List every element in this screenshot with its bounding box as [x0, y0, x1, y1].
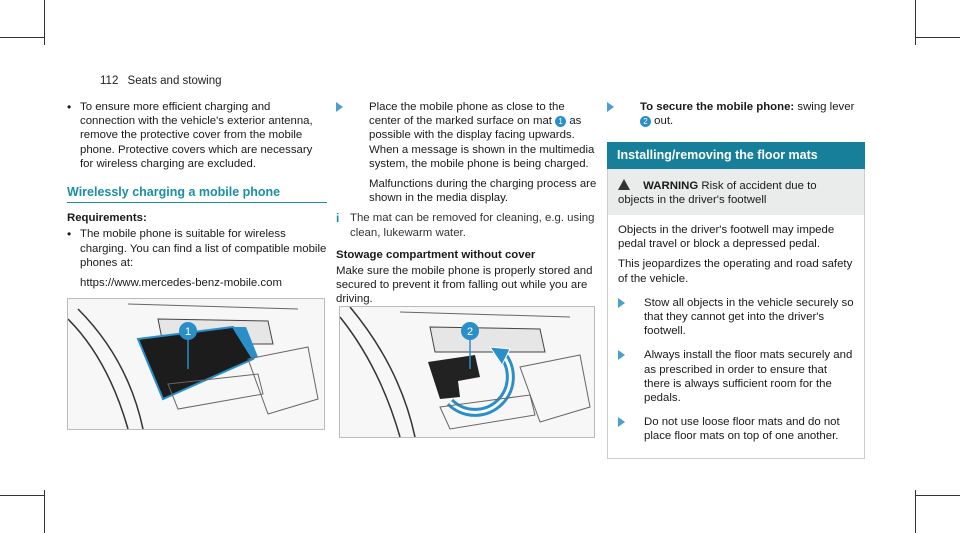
- warning-label: WARNING: [643, 179, 699, 192]
- charging-mat-image: [67, 298, 325, 430]
- requirement-bullet: • The mobile phone is suitable for wireless charging. You can find a list of compatible mobile phones at:: [67, 227, 327, 270]
- warning-action-3: Do not use loose floor mats and do not place floor mats on top of one another.: [618, 415, 854, 443]
- stowage-text: Make sure the mobile phone is properly stored and secured to prevent it from falling out while you are driving.: [336, 265, 593, 306]
- section-banner-floor-mats: Installing/removing the floor mats: [607, 142, 865, 168]
- callout-badge: 2: [640, 116, 651, 127]
- crop-mark: [915, 490, 916, 533]
- step-arrow-icon: [618, 350, 625, 360]
- crop-mark: [44, 0, 45, 45]
- crop-mark: [0, 495, 45, 496]
- step-arrow-icon: [618, 417, 625, 427]
- warning-headline: Risk of accident due to objects in the driver's footwell: [618, 179, 817, 206]
- warning-action-1: Stow all objects in the vehicle securely so that they cannot get into the driver's footwell.: [618, 296, 854, 339]
- crop-mark: [915, 495, 960, 496]
- crop-mark: [0, 37, 45, 38]
- note: i The mat can be removed for cleaning, e.g. using clean, lukewarm water.: [336, 211, 595, 239]
- step-secure-phone: To secure the mobile phone: swing lever 2 out.: [607, 100, 865, 128]
- crop-mark: [44, 490, 45, 533]
- section-title-wireless: Wirelessly charging a mobile phone: [67, 185, 327, 203]
- stowage-title: Stowage compartment without cover: [336, 248, 536, 261]
- page-number: 112: [100, 75, 119, 87]
- crop-mark: [915, 0, 916, 45]
- crop-mark: [915, 37, 960, 38]
- page-header: [100, 75, 222, 87]
- warning-box: [607, 169, 865, 459]
- bullet-intro: • To ensure more efficient charging and connection with the vehicle's exterior antenna, remove the protective cover from the mobile phone. Protective covers which are necessary for wireless charging are excluded.: [67, 100, 327, 171]
- image-callout-1: 1: [184, 326, 192, 338]
- step-arrow-icon: [607, 102, 614, 112]
- warning-header: [608, 169, 864, 215]
- stowage-illustration: [340, 307, 594, 437]
- column-1: [67, 100, 327, 290]
- step-arrow-icon: [336, 102, 343, 112]
- step-arrow-icon: [618, 298, 625, 308]
- charging-mat-illustration: [68, 299, 324, 429]
- warning-triangle-icon: [618, 179, 630, 190]
- stowage-image: [339, 306, 595, 438]
- info-icon: i: [336, 211, 340, 226]
- warning-action-2: Always install the floor mats securely and as prescribed in order to ensure that there is always sufficient room for the pedals.: [618, 348, 854, 405]
- compatibility-url[interactable]: https://www.mercedes-benz-mobile.com: [80, 277, 282, 290]
- step-message: When a message is shown in the multimedia system, the mobile phone is being charged.: [369, 143, 595, 170]
- column-2: [336, 100, 598, 313]
- image-callout-2: 2: [466, 326, 474, 338]
- step-place-phone: Place the mobile phone as close to the center of the marked surface on mat 1 as possible with the display facing upwards. When a message is shown in the multimedia system, the mobile phone is being charged. Malfunctions during the charging process are shown in the media display.: [336, 100, 598, 205]
- section-name: Seats and stowing: [127, 75, 222, 87]
- warning-paragraph-1: Objects in the driver's footwell may impede pedal travel or block a depressed pedal.: [618, 224, 835, 251]
- column-3: [607, 100, 865, 459]
- warning-paragraph-2: This jeopardizes the operating and road safety of the vehicle.: [618, 258, 853, 285]
- warning-body: [608, 215, 864, 444]
- callout-badge: 1: [555, 116, 566, 127]
- requirements-label: Requirements:: [67, 212, 147, 225]
- step-malfunction: Malfunctions during the charging process are shown in the media display.: [369, 178, 597, 205]
